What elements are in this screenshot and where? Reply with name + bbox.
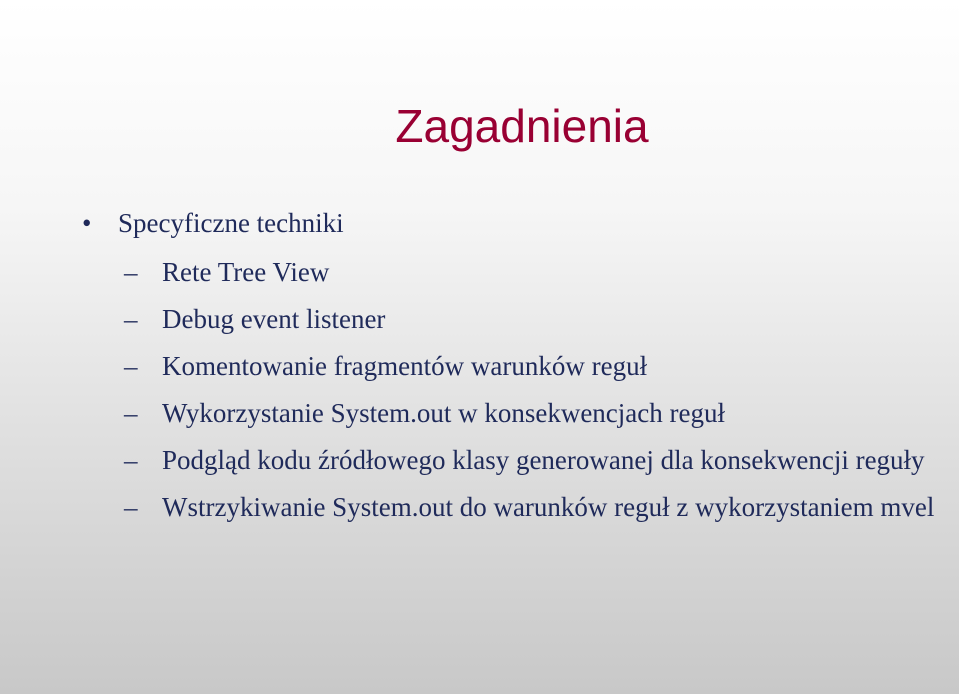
- sub-item: [124, 300, 944, 338]
- slide-title: Zagadnienia: [395, 100, 649, 152]
- dash-marker: –: [124, 351, 138, 381]
- sub-item-text: Rete Tree View: [162, 257, 330, 287]
- dash-marker: –: [124, 445, 138, 475]
- sub-item-text: Podgląd kodu źródłowego klasy generowanej dla konsekwencji reguły: [162, 445, 925, 475]
- sub-item: [124, 394, 944, 432]
- sub-item-text: Komentowanie fragmentów warunków reguł: [162, 351, 648, 381]
- bullet-text: Specyficzne techniki: [118, 208, 344, 238]
- sub-item: [124, 488, 944, 526]
- sub-item-text: Wykorzystanie System.out w konsekwencjach reguł: [162, 398, 725, 428]
- bullet-marker: •: [82, 208, 92, 238]
- sub-item: [124, 253, 944, 291]
- bullet-item: [82, 207, 344, 239]
- sub-list: [124, 253, 944, 535]
- dash-marker: –: [124, 257, 138, 287]
- sub-item: [124, 441, 944, 479]
- dash-marker: –: [124, 492, 138, 522]
- sub-item-text: Debug event listener: [162, 304, 386, 334]
- dash-marker: –: [124, 398, 138, 428]
- sub-item: [124, 347, 944, 385]
- dash-marker: –: [124, 304, 138, 334]
- sub-item-text: Wstrzykiwanie System.out do warunków reguł z wykorzystaniem mvel: [162, 492, 935, 522]
